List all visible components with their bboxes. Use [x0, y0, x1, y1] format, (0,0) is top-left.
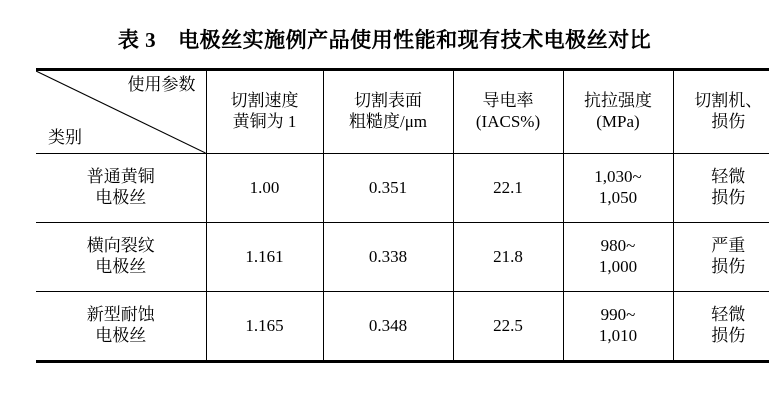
cell-machine-damage-line2: 损伤	[711, 257, 746, 276]
header-cut-speed-line1: 切割速度	[230, 91, 299, 111]
table-row	[36, 223, 769, 292]
cell-tensile-strength	[563, 292, 673, 362]
header-cut-speed-line2: 黄铜为 1	[232, 112, 297, 131]
row-category-line2: 电极丝	[95, 188, 147, 207]
header-conductivity	[453, 70, 563, 154]
row-category-line1: 新型耐蚀	[86, 305, 155, 325]
header-tensile-strength-line2: (MPa)	[596, 112, 640, 131]
cell-tensile-strength-line2: 1,000	[598, 257, 638, 276]
cell-cut-speed: 1.165	[206, 292, 323, 362]
cell-tensile-strength-line1: 980~	[600, 236, 636, 256]
header-conductivity-line2: (IACS%)	[475, 112, 541, 131]
header-tensile-strength	[563, 70, 673, 154]
header-cut-speed	[206, 70, 323, 154]
cell-cut-speed: 1.161	[206, 223, 323, 292]
header-tensile-strength-line1: 抗拉强度	[584, 91, 652, 111]
cell-machine-damage	[673, 223, 769, 292]
cell-tensile-strength	[563, 223, 673, 292]
cell-machine-damage-line2: 损伤	[711, 188, 746, 207]
cell-surface-roughness: 0.351	[323, 154, 453, 223]
cell-tensile-strength-line1: 1,030~	[594, 167, 642, 187]
row-category-line2: 电极丝	[95, 326, 147, 345]
row-category	[36, 154, 206, 223]
header-machine-damage	[673, 70, 769, 154]
cell-machine-damage-line1: 严重	[711, 236, 746, 256]
table-caption	[36, 24, 733, 54]
row-category	[36, 223, 206, 292]
row-category-line2: 电极丝	[95, 257, 147, 276]
header-conductivity-line1: 导电率	[482, 91, 534, 111]
cell-surface-roughness: 0.348	[323, 292, 453, 362]
row-category-line1: 横向裂纹	[86, 236, 155, 256]
comparison-table	[36, 68, 769, 363]
header-machine-damage-line1: 切割机、	[694, 91, 763, 111]
cell-conductivity: 22.5	[453, 292, 563, 362]
cell-tensile-strength-line2: 1,010	[598, 326, 638, 345]
cell-tensile-strength	[563, 154, 673, 223]
cell-tensile-strength-line1: 990~	[600, 305, 636, 325]
caption-text: 电极丝实施例产品使用性能和现有技术电极丝对比	[178, 28, 652, 52]
table-header-row	[36, 70, 769, 154]
cell-machine-damage-line2: 损伤	[711, 326, 746, 345]
cell-machine-damage-line1: 轻微	[711, 167, 746, 187]
header-corner-cell	[36, 70, 206, 154]
cell-machine-damage-line1: 轻微	[711, 305, 746, 325]
cell-conductivity: 21.8	[453, 223, 563, 292]
header-surface-roughness	[323, 70, 453, 154]
header-param-label: 使用参数	[127, 75, 196, 94]
caption-number: 表 3	[117, 28, 157, 52]
header-machine-damage-line2: 损伤	[711, 112, 746, 131]
row-category-line1: 普通黄铜	[86, 167, 155, 187]
header-category-label: 类别	[48, 128, 82, 148]
table-row	[36, 292, 769, 362]
cell-surface-roughness: 0.338	[323, 223, 453, 292]
header-surface-roughness-line1: 切割表面	[354, 91, 422, 111]
cell-machine-damage	[673, 292, 769, 362]
row-category	[36, 292, 206, 362]
table-row	[36, 154, 769, 223]
cell-conductivity: 22.1	[453, 154, 563, 223]
cell-cut-speed: 1.00	[206, 154, 323, 223]
header-surface-roughness-line2: 粗糙度/μm	[348, 112, 428, 131]
cell-machine-damage	[673, 154, 769, 223]
cell-tensile-strength-line2: 1,050	[598, 188, 638, 207]
